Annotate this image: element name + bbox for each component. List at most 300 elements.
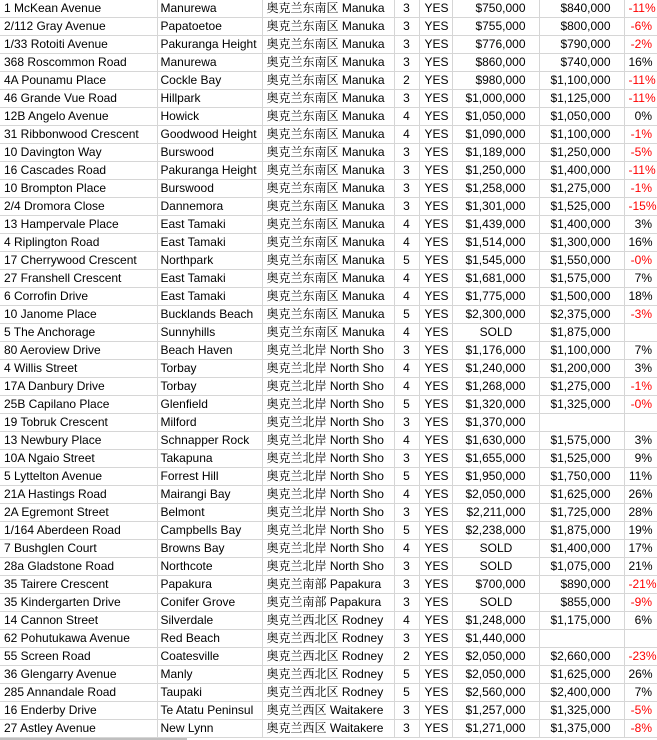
bedrooms-cell[interactable]: 4 [394, 360, 419, 378]
bedrooms-cell[interactable]: 3 [394, 342, 419, 360]
address-cell[interactable]: 4A Pounamu Place [0, 72, 157, 90]
suburb-cell[interactable]: Torbay [157, 378, 262, 396]
address-cell[interactable]: 80 Aeroview Drive [0, 342, 157, 360]
address-cell[interactable]: 16 Enderby Drive [0, 702, 157, 720]
suburb-cell[interactable]: Hillpark [157, 90, 262, 108]
address-cell[interactable]: 35 Tairere Crescent [0, 576, 157, 594]
cv-price-cell[interactable]: $1,100,000 [539, 72, 624, 90]
listed-flag-cell[interactable]: YES [419, 270, 452, 288]
region-cell[interactable]: 奥克兰东南区 Manuka [262, 252, 394, 270]
region-cell[interactable]: 奥克兰南部 Papakura [262, 594, 394, 612]
asking-price-cell[interactable]: $980,000 [452, 72, 539, 90]
cv-price-cell[interactable]: $2,660,000 [539, 648, 624, 666]
bedrooms-cell[interactable]: 3 [394, 198, 419, 216]
asking-price-cell[interactable]: $1,248,000 [452, 612, 539, 630]
address-cell[interactable]: 5 Lyttelton Avenue [0, 468, 157, 486]
suburb-cell[interactable]: Glenfield [157, 396, 262, 414]
listed-flag-cell[interactable]: YES [419, 360, 452, 378]
bedrooms-cell[interactable]: 4 [394, 378, 419, 396]
suburb-cell[interactable]: Te Atatu Peninsul [157, 702, 262, 720]
address-cell[interactable]: 368 Roscommon Road [0, 54, 157, 72]
listed-flag-cell[interactable]: YES [419, 450, 452, 468]
region-cell[interactable]: 奥克兰南部 Papakura [262, 576, 394, 594]
region-cell[interactable]: 奥克兰西北区 Rodney [262, 612, 394, 630]
region-cell[interactable]: 奥克兰北岸 North Sho [262, 414, 394, 432]
address-cell[interactable]: 36 Glengarry Avenue [0, 666, 157, 684]
asking-price-cell[interactable]: $860,000 [452, 54, 539, 72]
region-cell[interactable]: 奥克兰北岸 North Sho [262, 540, 394, 558]
listed-flag-cell[interactable]: YES [419, 144, 452, 162]
cv-price-cell[interactable]: $1,750,000 [539, 468, 624, 486]
suburb-cell[interactable]: Northcote [157, 558, 262, 576]
address-cell[interactable]: 55 Screen Road [0, 648, 157, 666]
listed-flag-cell[interactable]: YES [419, 36, 452, 54]
asking-price-cell[interactable]: SOLD [452, 558, 539, 576]
suburb-cell[interactable]: Coatesville [157, 648, 262, 666]
region-cell[interactable]: 奥克兰北岸 North Sho [262, 450, 394, 468]
change-percent-cell[interactable]: -5% [624, 144, 657, 162]
address-cell[interactable]: 1 McKean Avenue [0, 0, 157, 18]
region-cell[interactable]: 奥克兰东南区 Manuka [262, 324, 394, 342]
asking-price-cell[interactable]: $1,775,000 [452, 288, 539, 306]
region-cell[interactable]: 奥克兰北岸 North Sho [262, 522, 394, 540]
address-cell[interactable]: 21A Hastings Road [0, 486, 157, 504]
bedrooms-cell[interactable]: 3 [394, 558, 419, 576]
bedrooms-cell[interactable]: 3 [394, 594, 419, 612]
listed-flag-cell[interactable]: YES [419, 324, 452, 342]
cv-price-cell[interactable]: $1,325,000 [539, 702, 624, 720]
asking-price-cell[interactable]: $1,271,000 [452, 720, 539, 738]
asking-price-cell[interactable]: $1,514,000 [452, 234, 539, 252]
change-percent-cell[interactable]: -1% [624, 378, 657, 396]
cv-price-cell[interactable]: $1,625,000 [539, 486, 624, 504]
cv-price-cell[interactable]: $1,050,000 [539, 108, 624, 126]
address-cell[interactable]: 10A Ngaio Street [0, 450, 157, 468]
cv-price-cell[interactable]: $1,125,000 [539, 90, 624, 108]
cv-price-cell[interactable]: $1,525,000 [539, 450, 624, 468]
asking-price-cell[interactable]: $1,439,000 [452, 216, 539, 234]
suburb-cell[interactable]: Schnapper Rock [157, 432, 262, 450]
bedrooms-cell[interactable]: 3 [394, 504, 419, 522]
cv-price-cell[interactable]: $840,000 [539, 0, 624, 18]
region-cell[interactable]: 奥克兰北岸 North Sho [262, 486, 394, 504]
listed-flag-cell[interactable]: YES [419, 432, 452, 450]
asking-price-cell[interactable]: $2,300,000 [452, 306, 539, 324]
asking-price-cell[interactable]: $1,050,000 [452, 108, 539, 126]
asking-price-cell[interactable]: $2,238,000 [452, 522, 539, 540]
listed-flag-cell[interactable]: YES [419, 108, 452, 126]
bedrooms-cell[interactable]: 3 [394, 702, 419, 720]
listed-flag-cell[interactable]: YES [419, 594, 452, 612]
listed-flag-cell[interactable]: YES [419, 486, 452, 504]
region-cell[interactable]: 奥克兰东南区 Manuka [262, 54, 394, 72]
region-cell[interactable]: 奥克兰东南区 Manuka [262, 234, 394, 252]
bedrooms-cell[interactable]: 4 [394, 216, 419, 234]
region-cell[interactable]: 奥克兰西北区 Rodney [262, 684, 394, 702]
asking-price-cell[interactable]: SOLD [452, 540, 539, 558]
asking-price-cell[interactable]: $1,257,000 [452, 702, 539, 720]
region-cell[interactable]: 奥克兰北岸 North Sho [262, 504, 394, 522]
listed-flag-cell[interactable]: YES [419, 378, 452, 396]
asking-price-cell[interactable]: $750,000 [452, 0, 539, 18]
cv-price-cell[interactable]: $790,000 [539, 36, 624, 54]
asking-price-cell[interactable]: $1,250,000 [452, 162, 539, 180]
region-cell[interactable]: 奥克兰东南区 Manuka [262, 126, 394, 144]
listed-flag-cell[interactable]: YES [419, 630, 452, 648]
suburb-cell[interactable]: Howick [157, 108, 262, 126]
address-cell[interactable]: 14 Cannon Street [0, 612, 157, 630]
cv-price-cell[interactable]: $1,500,000 [539, 288, 624, 306]
region-cell[interactable]: 奥克兰东南区 Manuka [262, 306, 394, 324]
cv-price-cell[interactable]: $1,525,000 [539, 198, 624, 216]
suburb-cell[interactable]: East Tamaki [157, 288, 262, 306]
cv-price-cell[interactable]: $2,400,000 [539, 684, 624, 702]
suburb-cell[interactable]: Northpark [157, 252, 262, 270]
listed-flag-cell[interactable]: YES [419, 234, 452, 252]
asking-price-cell[interactable]: $1,090,000 [452, 126, 539, 144]
cv-price-cell[interactable]: $1,400,000 [539, 540, 624, 558]
change-percent-cell[interactable]: 21% [624, 558, 657, 576]
change-percent-cell[interactable] [624, 324, 657, 342]
cv-price-cell[interactable]: $1,725,000 [539, 504, 624, 522]
suburb-cell[interactable]: Pakuranga Height [157, 36, 262, 54]
bedrooms-cell[interactable]: 4 [394, 270, 419, 288]
cv-price-cell[interactable] [539, 630, 624, 648]
listed-flag-cell[interactable]: YES [419, 90, 452, 108]
bedrooms-cell[interactable]: 4 [394, 288, 419, 306]
suburb-cell[interactable]: Manurewa [157, 0, 262, 18]
change-percent-cell[interactable]: 26% [624, 486, 657, 504]
listed-flag-cell[interactable]: YES [419, 576, 452, 594]
change-percent-cell[interactable]: -5% [624, 702, 657, 720]
listed-flag-cell[interactable]: YES [419, 54, 452, 72]
listed-flag-cell[interactable]: YES [419, 540, 452, 558]
asking-price-cell[interactable]: $1,440,000 [452, 630, 539, 648]
address-cell[interactable]: 27 Astley Avenue [0, 720, 157, 738]
cv-price-cell[interactable]: $1,275,000 [539, 180, 624, 198]
bedrooms-cell[interactable]: 4 [394, 126, 419, 144]
region-cell[interactable]: 奥克兰北岸 North Sho [262, 468, 394, 486]
address-cell[interactable]: 1/33 Rotoiti Avenue [0, 36, 157, 54]
listed-flag-cell[interactable]: YES [419, 306, 452, 324]
change-percent-cell[interactable]: -11% [624, 90, 657, 108]
cv-price-cell[interactable]: $1,325,000 [539, 396, 624, 414]
address-cell[interactable]: 5 The Anchorage [0, 324, 157, 342]
change-percent-cell[interactable]: 19% [624, 522, 657, 540]
change-percent-cell[interactable]: 7% [624, 342, 657, 360]
asking-price-cell[interactable]: $776,000 [452, 36, 539, 54]
asking-price-cell[interactable]: $1,268,000 [452, 378, 539, 396]
region-cell[interactable]: 奥克兰东南区 Manuka [262, 288, 394, 306]
region-cell[interactable]: 奥克兰北岸 North Sho [262, 558, 394, 576]
listed-flag-cell[interactable]: YES [419, 720, 452, 738]
change-percent-cell[interactable]: -0% [624, 396, 657, 414]
change-percent-cell[interactable]: 16% [624, 234, 657, 252]
bedrooms-cell[interactable]: 3 [394, 180, 419, 198]
listed-flag-cell[interactable]: YES [419, 126, 452, 144]
change-percent-cell[interactable]: -8% [624, 720, 657, 738]
cv-price-cell[interactable]: $1,575,000 [539, 270, 624, 288]
change-percent-cell[interactable]: -11% [624, 0, 657, 18]
suburb-cell[interactable]: Manly [157, 666, 262, 684]
asking-price-cell[interactable]: $1,320,000 [452, 396, 539, 414]
address-cell[interactable]: 62 Pohutukawa Avenue [0, 630, 157, 648]
bedrooms-cell[interactable]: 5 [394, 306, 419, 324]
asking-price-cell[interactable]: $1,630,000 [452, 432, 539, 450]
address-cell[interactable]: 10 Janome Place [0, 306, 157, 324]
region-cell[interactable]: 奥克兰东南区 Manuka [262, 0, 394, 18]
change-percent-cell[interactable]: 17% [624, 540, 657, 558]
bedrooms-cell[interactable]: 3 [394, 54, 419, 72]
suburb-cell[interactable]: Torbay [157, 360, 262, 378]
address-cell[interactable]: 2/4 Dromora Close [0, 198, 157, 216]
suburb-cell[interactable]: Burswood [157, 144, 262, 162]
change-percent-cell[interactable]: 3% [624, 432, 657, 450]
cv-price-cell[interactable]: $1,175,000 [539, 612, 624, 630]
address-cell[interactable]: 16 Cascades Road [0, 162, 157, 180]
listed-flag-cell[interactable]: YES [419, 612, 452, 630]
change-percent-cell[interactable] [624, 414, 657, 432]
cv-price-cell[interactable]: $1,250,000 [539, 144, 624, 162]
listed-flag-cell[interactable]: YES [419, 396, 452, 414]
suburb-cell[interactable]: East Tamaki [157, 216, 262, 234]
bedrooms-cell[interactable]: 5 [394, 252, 419, 270]
bedrooms-cell[interactable]: 5 [394, 396, 419, 414]
region-cell[interactable]: 奥克兰东南区 Manuka [262, 36, 394, 54]
asking-price-cell[interactable]: $2,050,000 [452, 486, 539, 504]
change-percent-cell[interactable]: -3% [624, 306, 657, 324]
listed-flag-cell[interactable]: YES [419, 216, 452, 234]
cv-price-cell[interactable]: $1,575,000 [539, 432, 624, 450]
suburb-cell[interactable]: Taupaki [157, 684, 262, 702]
change-percent-cell[interactable]: 0% [624, 108, 657, 126]
address-cell[interactable]: 10 Davington Way [0, 144, 157, 162]
bedrooms-cell[interactable]: 4 [394, 486, 419, 504]
bedrooms-cell[interactable]: 3 [394, 630, 419, 648]
region-cell[interactable]: 奥克兰东南区 Manuka [262, 144, 394, 162]
listed-flag-cell[interactable]: YES [419, 702, 452, 720]
listed-flag-cell[interactable]: YES [419, 414, 452, 432]
listed-flag-cell[interactable]: YES [419, 198, 452, 216]
address-cell[interactable]: 27 Franshell Crescent [0, 270, 157, 288]
region-cell[interactable]: 奥克兰北岸 North Sho [262, 432, 394, 450]
bedrooms-cell[interactable]: 4 [394, 612, 419, 630]
suburb-cell[interactable]: Sunnyhills [157, 324, 262, 342]
suburb-cell[interactable]: Manurewa [157, 54, 262, 72]
address-cell[interactable]: 2/112 Gray Avenue [0, 18, 157, 36]
cv-price-cell[interactable]: $1,300,000 [539, 234, 624, 252]
change-percent-cell[interactable]: 11% [624, 468, 657, 486]
suburb-cell[interactable]: Dannemora [157, 198, 262, 216]
cv-price-cell[interactable]: $1,875,000 [539, 324, 624, 342]
address-cell[interactable]: 10 Brompton Place [0, 180, 157, 198]
change-percent-cell[interactable]: -11% [624, 72, 657, 90]
change-percent-cell[interactable]: -9% [624, 594, 657, 612]
address-cell[interactable]: 31 Ribbonwood Crescent [0, 126, 157, 144]
address-cell[interactable]: 46 Grande Vue Road [0, 90, 157, 108]
asking-price-cell[interactable]: $1,176,000 [452, 342, 539, 360]
suburb-cell[interactable]: Burswood [157, 180, 262, 198]
bedrooms-cell[interactable]: 3 [394, 414, 419, 432]
listed-flag-cell[interactable]: YES [419, 468, 452, 486]
bedrooms-cell[interactable]: 4 [394, 324, 419, 342]
suburb-cell[interactable]: East Tamaki [157, 270, 262, 288]
asking-price-cell[interactable]: $1,950,000 [452, 468, 539, 486]
address-cell[interactable]: 7 Bushglen Court [0, 540, 157, 558]
change-percent-cell[interactable]: 3% [624, 360, 657, 378]
listed-flag-cell[interactable]: YES [419, 72, 452, 90]
region-cell[interactable]: 奥克兰西北区 Rodney [262, 648, 394, 666]
address-cell[interactable]: 4 Riplington Road [0, 234, 157, 252]
region-cell[interactable]: 奥克兰西北区 Rodney [262, 666, 394, 684]
cv-price-cell[interactable]: $1,100,000 [539, 342, 624, 360]
cv-price-cell[interactable]: $1,875,000 [539, 522, 624, 540]
address-cell[interactable]: 2A Egremont Street [0, 504, 157, 522]
bedrooms-cell[interactable]: 4 [394, 540, 419, 558]
listed-flag-cell[interactable]: YES [419, 504, 452, 522]
asking-price-cell[interactable]: $1,258,000 [452, 180, 539, 198]
change-percent-cell[interactable]: 7% [624, 684, 657, 702]
bedrooms-cell[interactable]: 5 [394, 666, 419, 684]
address-cell[interactable]: 1/164 Aberdeen Road [0, 522, 157, 540]
suburb-cell[interactable]: Conifer Grove [157, 594, 262, 612]
region-cell[interactable]: 奥克兰东南区 Manuka [262, 162, 394, 180]
region-cell[interactable]: 奥克兰东南区 Manuka [262, 180, 394, 198]
asking-price-cell[interactable]: $1,655,000 [452, 450, 539, 468]
listed-flag-cell[interactable]: YES [419, 18, 452, 36]
address-cell[interactable]: 285 Annandale Road [0, 684, 157, 702]
change-percent-cell[interactable]: 7% [624, 270, 657, 288]
cv-price-cell[interactable]: $855,000 [539, 594, 624, 612]
asking-price-cell[interactable]: $2,560,000 [452, 684, 539, 702]
address-cell[interactable]: 6 Corrofin Drive [0, 288, 157, 306]
region-cell[interactable]: 奥克兰东南区 Manuka [262, 90, 394, 108]
bedrooms-cell[interactable]: 4 [394, 108, 419, 126]
bedrooms-cell[interactable]: 4 [394, 234, 419, 252]
region-cell[interactable]: 奥克兰东南区 Manuka [262, 270, 394, 288]
address-cell[interactable]: 13 Newbury Place [0, 432, 157, 450]
change-percent-cell[interactable]: 26% [624, 666, 657, 684]
suburb-cell[interactable]: Cockle Bay [157, 72, 262, 90]
cv-price-cell[interactable]: $1,275,000 [539, 378, 624, 396]
cv-price-cell[interactable]: $890,000 [539, 576, 624, 594]
suburb-cell[interactable]: Browns Bay [157, 540, 262, 558]
cv-price-cell[interactable]: $1,100,000 [539, 126, 624, 144]
region-cell[interactable]: 奥克兰东南区 Manuka [262, 216, 394, 234]
listed-flag-cell[interactable]: YES [419, 342, 452, 360]
listed-flag-cell[interactable]: YES [419, 558, 452, 576]
change-percent-cell[interactable]: 16% [624, 54, 657, 72]
change-percent-cell[interactable]: 3% [624, 216, 657, 234]
asking-price-cell[interactable]: $1,370,000 [452, 414, 539, 432]
suburb-cell[interactable]: Takapuna [157, 450, 262, 468]
change-percent-cell[interactable] [624, 630, 657, 648]
suburb-cell[interactable]: East Tamaki [157, 234, 262, 252]
change-percent-cell[interactable]: -15% [624, 198, 657, 216]
bedrooms-cell[interactable]: 3 [394, 0, 419, 18]
change-percent-cell[interactable]: -2% [624, 36, 657, 54]
address-cell[interactable]: 17 Cherrywood Crescent [0, 252, 157, 270]
listed-flag-cell[interactable]: YES [419, 252, 452, 270]
change-percent-cell[interactable]: -1% [624, 180, 657, 198]
cv-price-cell[interactable]: $2,375,000 [539, 306, 624, 324]
suburb-cell[interactable]: Silverdale [157, 612, 262, 630]
asking-price-cell[interactable]: $1,000,000 [452, 90, 539, 108]
address-cell[interactable]: 25B Capilano Place [0, 396, 157, 414]
suburb-cell[interactable]: Papakura [157, 576, 262, 594]
listed-flag-cell[interactable]: YES [419, 648, 452, 666]
address-cell[interactable]: 17A Danbury Drive [0, 378, 157, 396]
asking-price-cell[interactable]: $1,545,000 [452, 252, 539, 270]
bedrooms-cell[interactable]: 3 [394, 720, 419, 738]
cv-price-cell[interactable]: $1,375,000 [539, 720, 624, 738]
listed-flag-cell[interactable]: YES [419, 522, 452, 540]
asking-price-cell[interactable]: $1,681,000 [452, 270, 539, 288]
asking-price-cell[interactable]: SOLD [452, 594, 539, 612]
asking-price-cell[interactable]: $1,189,000 [452, 144, 539, 162]
cv-price-cell[interactable]: $740,000 [539, 54, 624, 72]
cv-price-cell[interactable]: $1,200,000 [539, 360, 624, 378]
asking-price-cell[interactable]: $2,211,000 [452, 504, 539, 522]
change-percent-cell[interactable]: 18% [624, 288, 657, 306]
address-cell[interactable]: 35 Kindergarten Drive [0, 594, 157, 612]
region-cell[interactable]: 奥克兰东南区 Manuka [262, 108, 394, 126]
bedrooms-cell[interactable]: 2 [394, 648, 419, 666]
address-cell[interactable]: 13 Hampervale Place [0, 216, 157, 234]
suburb-cell[interactable]: Papatoetoe [157, 18, 262, 36]
cv-price-cell[interactable]: $1,075,000 [539, 558, 624, 576]
bedrooms-cell[interactable]: 3 [394, 36, 419, 54]
region-cell[interactable]: 奥克兰北岸 North Sho [262, 342, 394, 360]
suburb-cell[interactable]: Red Beach [157, 630, 262, 648]
asking-price-cell[interactable]: $2,050,000 [452, 666, 539, 684]
bedrooms-cell[interactable]: 3 [394, 144, 419, 162]
region-cell[interactable]: 奥克兰东南区 Manuka [262, 198, 394, 216]
suburb-cell[interactable]: Mairangi Bay [157, 486, 262, 504]
cv-price-cell[interactable]: $1,400,000 [539, 162, 624, 180]
suburb-cell[interactable]: Campbells Bay [157, 522, 262, 540]
bedrooms-cell[interactable]: 3 [394, 576, 419, 594]
change-percent-cell[interactable]: 6% [624, 612, 657, 630]
change-percent-cell[interactable]: 28% [624, 504, 657, 522]
change-percent-cell[interactable]: -0% [624, 252, 657, 270]
listed-flag-cell[interactable]: YES [419, 162, 452, 180]
change-percent-cell[interactable]: -6% [624, 18, 657, 36]
asking-price-cell[interactable]: $2,050,000 [452, 648, 539, 666]
suburb-cell[interactable]: Goodwood Height [157, 126, 262, 144]
bedrooms-cell[interactable]: 3 [394, 450, 419, 468]
change-percent-cell[interactable]: -23% [624, 648, 657, 666]
listed-flag-cell[interactable]: YES [419, 180, 452, 198]
suburb-cell[interactable]: Forrest Hill [157, 468, 262, 486]
asking-price-cell[interactable]: $1,301,000 [452, 198, 539, 216]
listed-flag-cell[interactable]: YES [419, 0, 452, 18]
address-cell[interactable]: 19 Tobruk Crescent [0, 414, 157, 432]
asking-price-cell[interactable]: $1,240,000 [452, 360, 539, 378]
region-cell[interactable]: 奥克兰北岸 North Sho [262, 360, 394, 378]
listed-flag-cell[interactable]: YES [419, 684, 452, 702]
bedrooms-cell[interactable]: 4 [394, 432, 419, 450]
listed-flag-cell[interactable]: YES [419, 288, 452, 306]
cv-price-cell[interactable]: $1,550,000 [539, 252, 624, 270]
bedrooms-cell[interactable]: 5 [394, 684, 419, 702]
bedrooms-cell[interactable]: 3 [394, 18, 419, 36]
region-cell[interactable]: 奥克兰东南区 Manuka [262, 72, 394, 90]
change-percent-cell[interactable]: -21% [624, 576, 657, 594]
asking-price-cell[interactable]: $755,000 [452, 18, 539, 36]
change-percent-cell[interactable]: -11% [624, 162, 657, 180]
asking-price-cell[interactable]: $700,000 [452, 576, 539, 594]
